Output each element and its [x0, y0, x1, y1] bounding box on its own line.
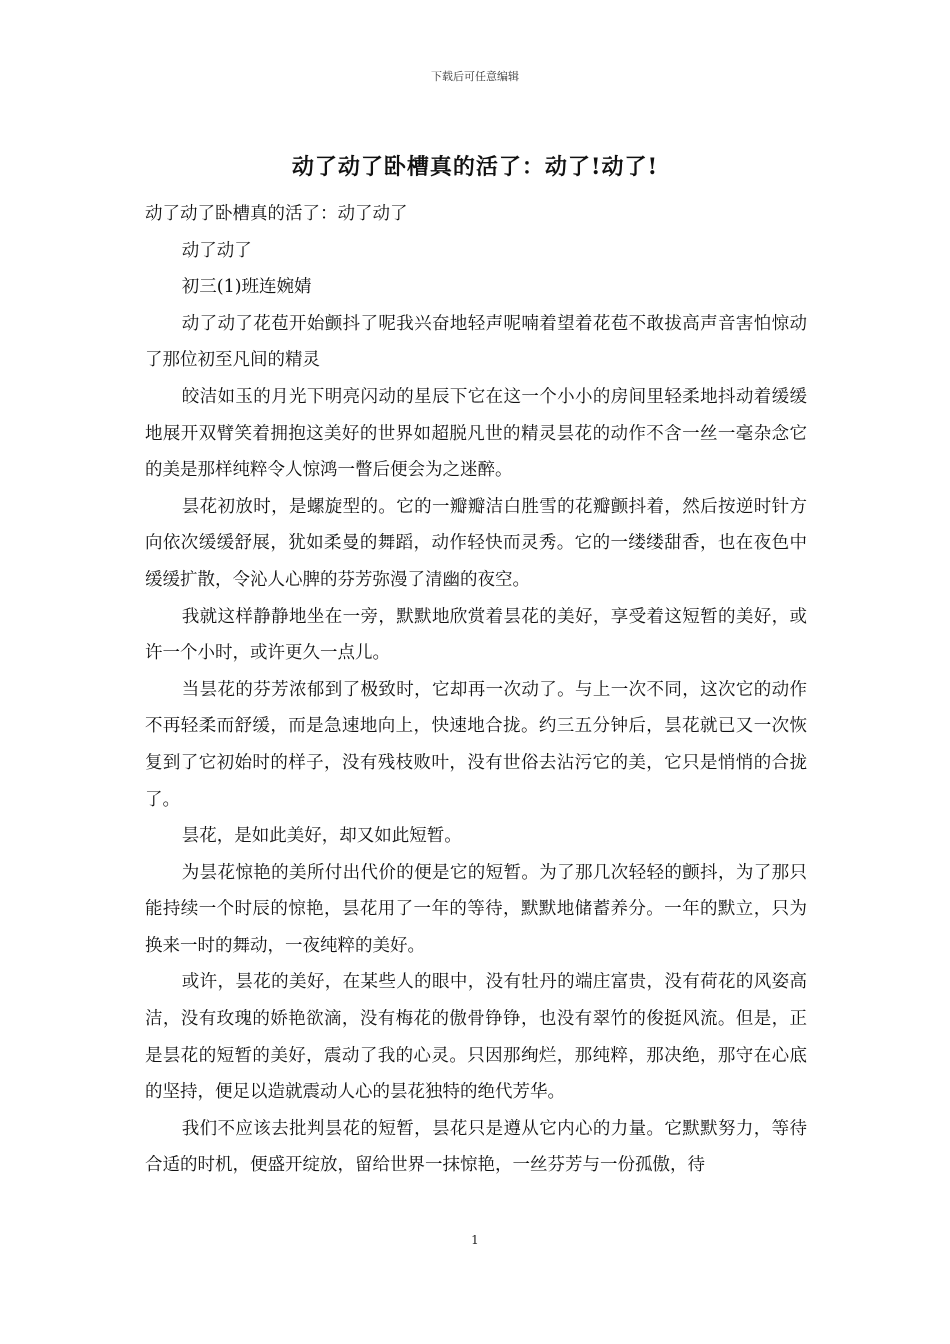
page-number: 1: [471, 1233, 479, 1247]
document-body: [145, 196, 807, 1184]
paragraph: 动了动了花苞开始颤抖了呢我兴奋地轻声呢喃着望着花苞不敢拔高声音害怕惊动了那位初至凡间的精灵: [145, 313, 807, 371]
header-note: 下载后可任意编辑: [431, 70, 519, 83]
paragraph: 昙花，是如此美好，却又如此短暂。: [181, 826, 462, 847]
paragraph: 皎洁如玉的月光下明亮闪动的星辰下它在这一个小小的房间里轻柔地抖动着缓缓地展开双臂笑着拥抱这美好的世界如超脱凡世的精灵昙花的动作不含一丝一毫杂念它的美是那样纯粹令人惊鸿一瞥后便会为之迷醉。: [145, 386, 807, 481]
paragraph: 昙花初放时，是螺旋型的。它的一瓣瓣洁白胜雪的花瓣颤抖着，然后按逆时针方向依次缓缓舒展，犹如柔曼的舞蹈，动作轻快而灵秀。它的一缕缕甜香，也在夜色中缓缓扩散，令沁人心脾的芬芳弥漫了清幽的夜空。: [145, 496, 807, 590]
paragraph: 当昙花的芬芳浓郁到了极致时，它却再一次动了。与上一次不同，这次它的动作不再轻柔而舒缓，而是急速地向上，快速地合拢。约三五分钟后，昙花就已又一次恢复到了它初始时的样子，没有残枝败叶，没有世俗去沾污它的美，它只是悄悄的合拢了。: [145, 679, 807, 810]
paragraph: 动了动了: [181, 240, 252, 261]
document-title: 动了动了卧槽真的活了：动了!动了!: [291, 154, 659, 180]
document-subtitle: 动了动了卧槽真的活了：动了动了: [145, 204, 408, 224]
paragraph: 或许，昙花的美好，在某些人的眼中，没有牡丹的端庄富贵，没有荷花的风姿高洁，没有玫瑰的娇艳欲滴，没有梅花的傲骨铮铮，也没有翠竹的俊挺风流。但是，正是昙花的短暂的美好，震动了我的心灵。只因那绚烂，那纯粹，那决绝，那守在心底的坚持，便足以造就震动人心的昙花独特的绝代芳华。: [145, 972, 807, 1103]
paragraph: 为昙花惊艳的美所付出代价的便是它的短暂。为了那几次轻轻的颤抖，为了那只能持续一个时辰的惊艳，昙花用了一年的等待，默默地储蓄养分。一年的默立，只为换来一时的舞动，一夜纯粹的美好。: [145, 862, 807, 956]
paragraph: 初三(1)班连婉婧: [181, 277, 312, 298]
paragraph: 我就这样静静地坐在一旁，默默地欣赏着昙花的美好，享受着这短暂的美好，或许一个小时，或许更久一点儿。: [145, 606, 807, 664]
paragraph: 我们不应该去批判昙花的短暂，昙花只是遵从它内心的力量。它默默努力，等待合适的时机，便盛开绽放，留给世界一抹惊艳，一丝芬芳与一份孤傲，待: [145, 1118, 807, 1176]
